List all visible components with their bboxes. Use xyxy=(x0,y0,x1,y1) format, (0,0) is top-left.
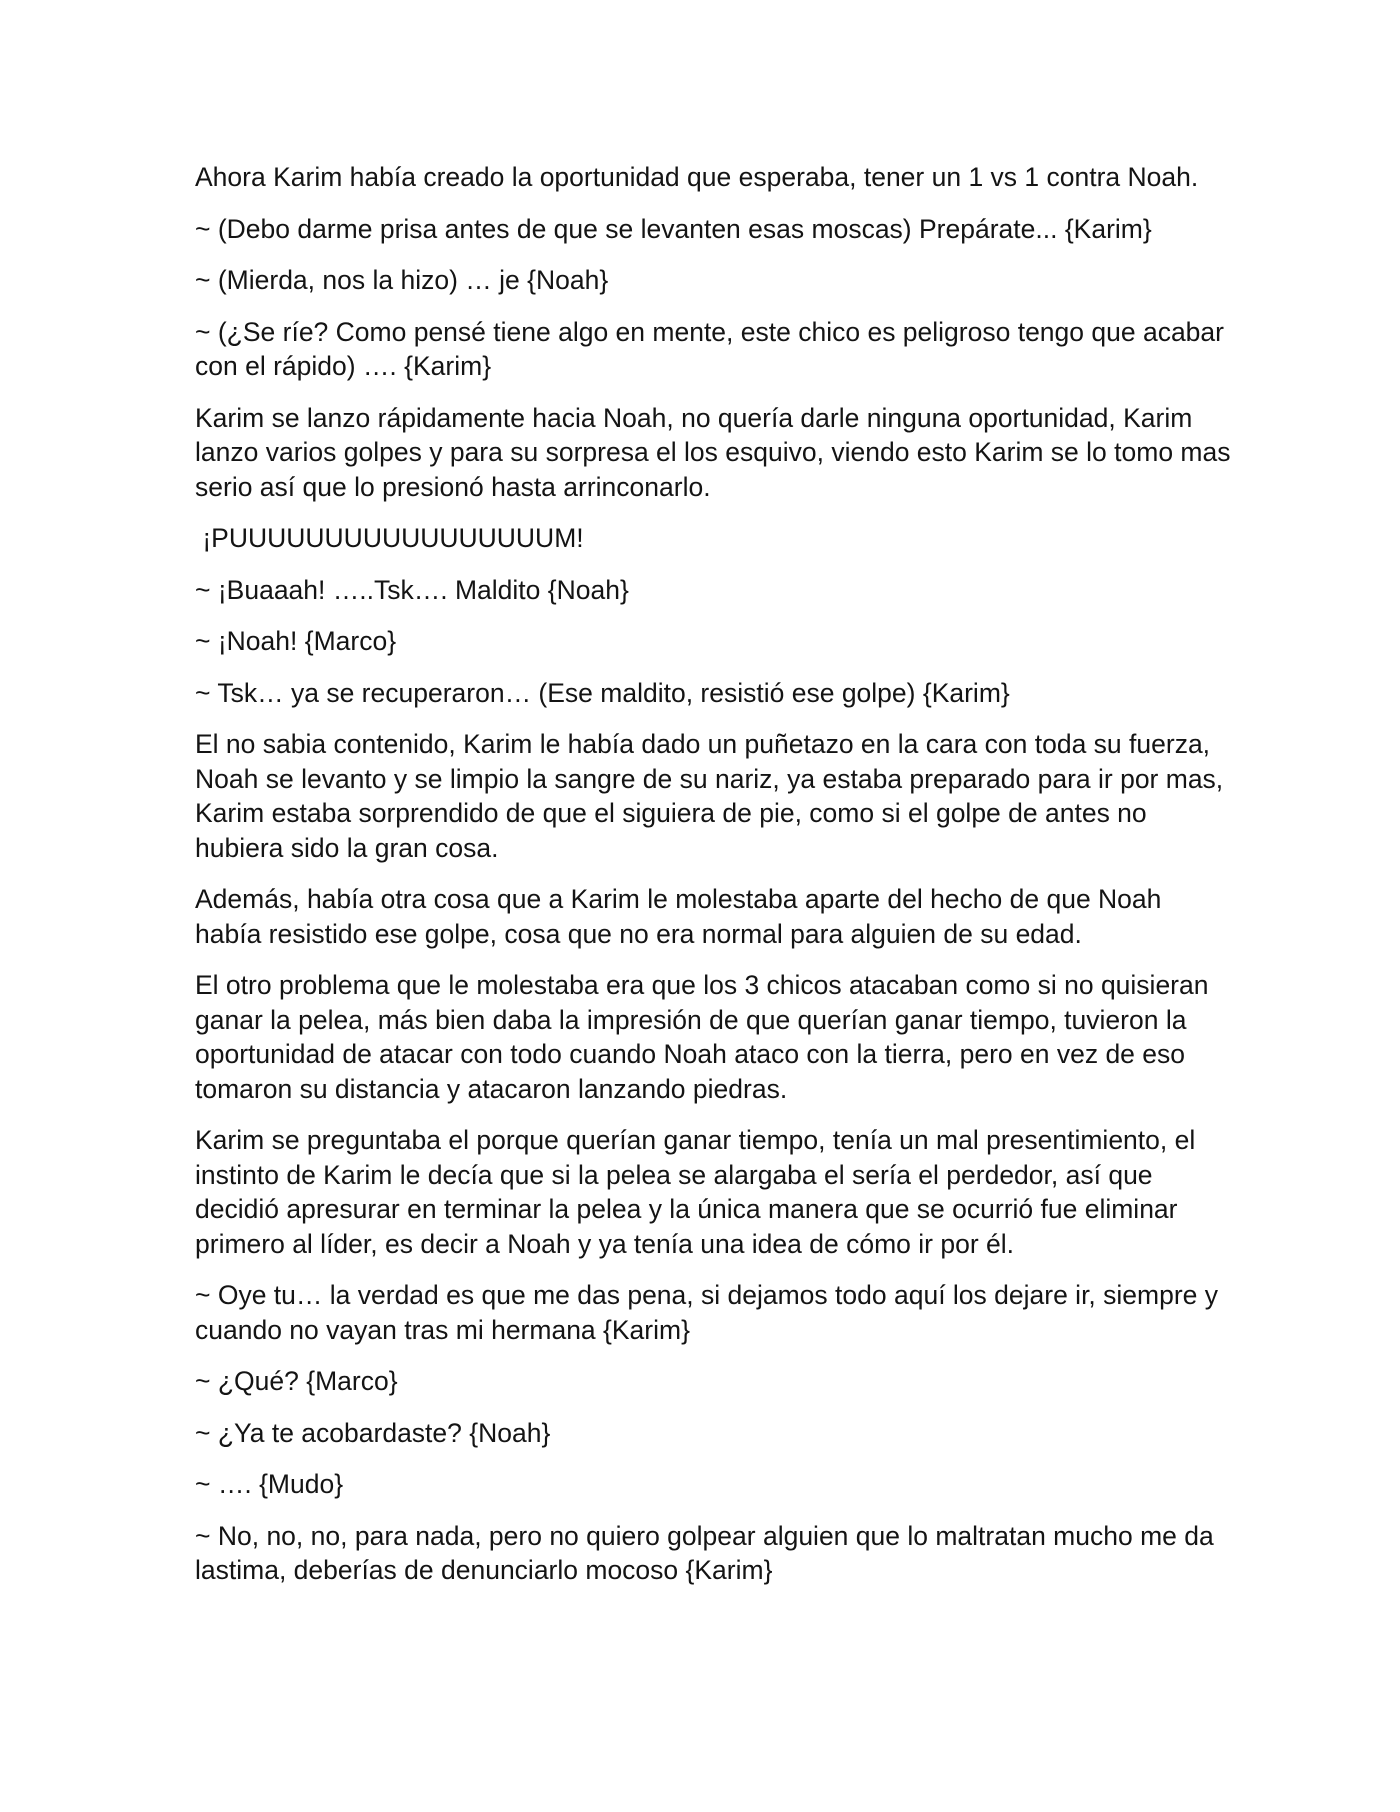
paragraph-5: El otro problema que le molestaba era que los 3 chicos atacaban como si no quisieran ganar la pelea, más bien daba la impresión de que querían ganar tiempo, tuvieron la oportunidad de atacar con todo cuando Noah ataco con la tierra, pero en vez de eso tomaron su distancia y atacaron lanzando piedras. xyxy=(195,970,1209,1104)
dialogue-line-3: ~ (¿Se ríe? Como pensé tiene algo en mente, este chico es peligroso tengo que acabar con el rápido) …. {Karim} xyxy=(195,316,1224,381)
paragraph-4: Además, había otra cosa que a Karim le molestaba aparte del hecho de que Noah había resistido ese golpe, cosa que no era normal para alguien de su edad. xyxy=(195,884,1162,949)
paragraph-2: Karim se lanzo rápidamente hacia Noah, no quería darle ninguna oportunidad, Karim lanzo varios golpes y para su sorpresa el los esquivo, viendo esto Karim se lo tomo mas serio así que lo presionó hasta arrinconarlo. xyxy=(195,402,1231,502)
dialogue-line-6: ~ Tsk… ya se recuperaron… (Ese maldito, resistió ese golpe) {Karim} xyxy=(195,677,1010,708)
dialogue-line-10: ~ …. {Mudo} xyxy=(195,1469,344,1499)
document-body xyxy=(195,160,1235,1605)
dialogue-line-1: ~ (Debo darme prisa antes de que se levanten esas moscas) Prepárate... {Karim} xyxy=(195,213,1152,244)
paragraph-1: Ahora Karim había creado la oportunidad que esperaba, tener un 1 vs 1 contra Noah. xyxy=(195,162,1199,192)
dialogue-line-2: ~ (Mierda, nos la hizo) … je {Noah} xyxy=(195,265,609,295)
paragraph-3: El no sabia contenido, Karim le había dado un puñetazo en la cara con toda su fuerza, Noah se levanto y se limpio la sangre de su nariz, ya estaba preparado para ir por mas, Karim estaba sorprendido de que el siguiera de pie, como si el golpe de antes no hubiera sido la gran cosa. xyxy=(195,729,1224,863)
paragraph-6: Karim se preguntaba el porque querían ganar tiempo, tenía un mal presentimiento, el instinto de Karim le decía que si la pelea se alargaba el sería el perdedor, así que decidió apresurar en terminar la pelea y la única manera que se ocurrió fue eliminar primero al líder, es decir a Noah y ya tenía una idea de cómo ir por él. xyxy=(195,1125,1196,1259)
sound-effect: ¡PUUUUUUUUUUUUUUUUUM! xyxy=(195,523,584,553)
dialogue-line-11: ~ No, no, no, para nada, pero no quiero golpear alguien que lo maltratan mucho me da lastima, deberías de denunciarlo mocoso {Karim} xyxy=(195,1520,1214,1585)
dialogue-line-4: ~ ¡Buaaah! …..Tsk…. Maldito {Noah} xyxy=(195,574,629,605)
dialogue-line-5: ~ ¡Noah! {Marco} xyxy=(195,626,397,656)
dialogue-line-8: ~ ¿Qué? {Marco} xyxy=(195,1366,398,1396)
dialogue-line-9: ~ ¿Ya te acobardaste? {Noah} xyxy=(195,1417,551,1448)
dialogue-line-7: ~ Oye tu… la verdad es que me das pena, si dejamos todo aquí los dejare ir, siempre y cuando no vayan tras mi hermana {Karim} xyxy=(195,1280,1219,1345)
